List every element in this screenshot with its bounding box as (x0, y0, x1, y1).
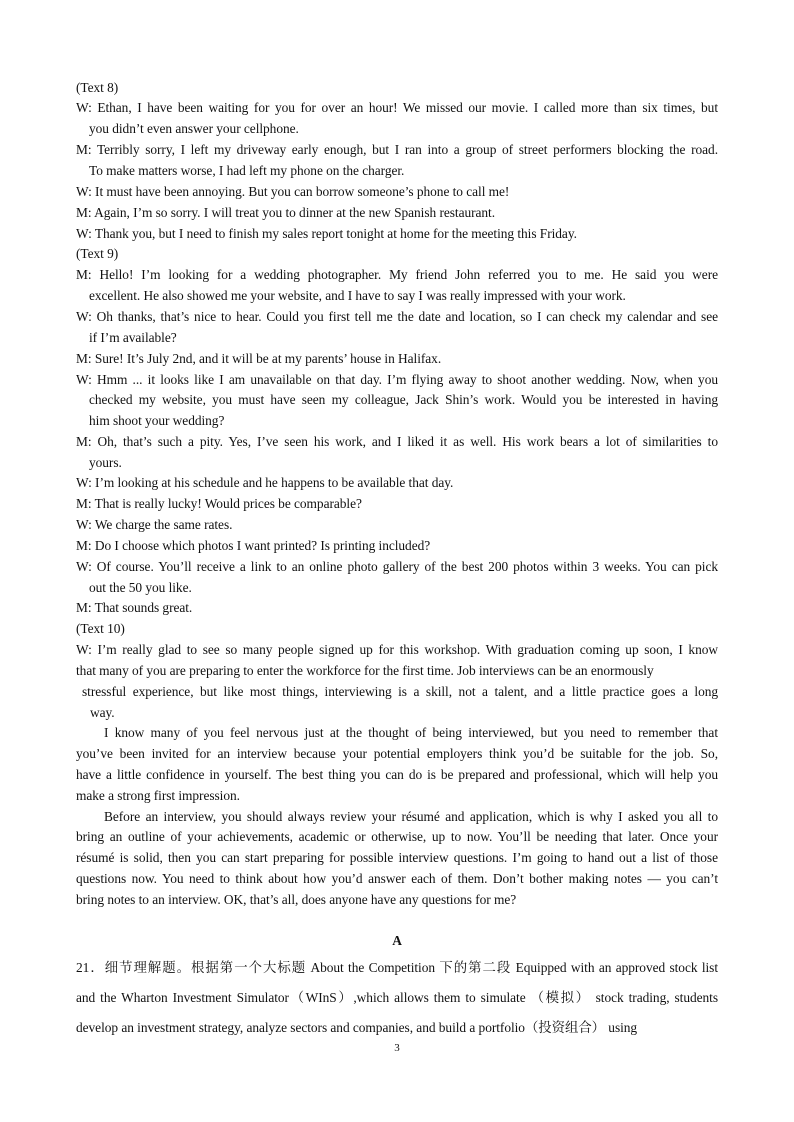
dialogue-line: W: Of course. You’ll receive a link to an online photo gallery of the best 200 photos within 3 weeks. You can pick (76, 559, 718, 574)
text10-label: (Text 10) (76, 621, 125, 636)
answer-line: and the Wharton Investment Simulator（WInS）,which allows them to simulate （模拟） stock trading, students (76, 990, 718, 1005)
monologue-line: stressful experience, but like most things, interviewing is a skill, not a talent, and a little practice goes a long (82, 684, 718, 699)
answer-line: 21．细节理解题。根据第一个大标题 About the Competition 下的第二段 Equipped with an approved stock list (76, 960, 718, 975)
dialogue-line: him shoot your wedding? (89, 413, 225, 428)
dialogue-line: you didn’t even answer your cellphone. (89, 121, 299, 136)
dialogue-line: M: Hello! I’m looking for a wedding photographer. My friend John referred you to me. He said you were (76, 267, 718, 282)
dialogue-line: yours. (89, 455, 122, 470)
dialogue-line: M: That is really lucky! Would prices be comparable? (76, 496, 362, 511)
answer-line: develop an investment strategy, analyze sectors and companies, and build a portfolio（投资组合） using (76, 1020, 638, 1035)
dialogue-line: out the 50 you like. (89, 580, 192, 595)
section-heading: A (392, 933, 402, 948)
dialogue-line: To make matters worse, I had left my phone on the charger. (89, 163, 405, 178)
dialogue-line: W: Hmm ... it looks like I am unavailable on that day. I’m flying away to shoot another wedding. Now, when you (76, 372, 718, 387)
dialogue-line: M: Again, I’m so sorry. I will treat you to dinner at the new Spanish restaurant. (76, 205, 496, 220)
text8-label: (Text 8) (76, 80, 119, 95)
monologue-line: you’ve been invited for an interview because your potential employers think you’d be suitable for the job. So, (76, 746, 718, 761)
monologue-line: bring notes to an interview. OK, that’s all, does anyone have any questions for me? (76, 892, 517, 907)
monologue-line: way. (90, 705, 115, 720)
monologue-line: résumé is solid, then you can start preparing for possible interview questions. I’m going to hand out a list of those (76, 850, 718, 865)
dialogue-line: checked my website, you must have seen my colleague, Jack Shin’s work. Would you be interested in having (89, 392, 718, 407)
dialogue-line: W: I’m looking at his schedule and he happens to be available that day. (76, 475, 454, 490)
monologue-line: W: I’m really glad to see so many people signed up for this workshop. With graduation coming up soon, I know (76, 642, 718, 657)
monologue-line: questions now. You need to think about how you’d answer each of them. Don’t bother making notes — you can’t (76, 871, 718, 886)
dialogue-line: M: Sure! It’s July 2nd, and it will be at my parents’ house in Halifax. (76, 351, 442, 366)
dialogue-line: W: Ethan, I have been waiting for you for over an hour! We missed our movie. I called more than six times, but (76, 100, 718, 115)
monologue-line: have a little confidence in yourself. The best thing you can do is be prepared and professional, which will help you (76, 767, 718, 782)
dialogue-line: W: Oh thanks, that’s nice to hear. Could you first tell me the date and location, so I can check my calendar and see (76, 309, 718, 324)
dialogue-line: M: Do I choose which photos I want printed? Is printing included? (76, 538, 431, 553)
dialogue-line: W: We charge the same rates. (76, 517, 233, 532)
monologue-line: I know many of you feel nervous just at the thought of being interviewed, but you need to remember that (104, 725, 718, 740)
text9-label: (Text 9) (76, 246, 119, 261)
dialogue-line: excellent. He also showed me your website, and I have to say I was really impressed with your work. (89, 288, 626, 303)
monologue-line: Before an interview, you should always review your résumé and application, which is why I asked you all to (104, 809, 718, 824)
monologue-line: bring an outline of your achievements, academic or otherwise, up to now. You’ll be needing that later. Once your (76, 829, 718, 844)
dialogue-line: if I’m available? (89, 330, 177, 345)
dialogue-line: M: Oh, that’s such a pity. Yes, I’ve seen his work, and I liked it as well. His work bears a lot of similarities to (76, 434, 718, 449)
page-number: 3 (394, 1042, 400, 1054)
monologue-line: make a strong first impression. (76, 788, 240, 803)
dialogue-line: W: It must have been annoying. But you can borrow someone’s phone to call me! (76, 184, 510, 199)
dialogue-line: M: Terribly sorry, I left my driveway early enough, but I ran into a group of street performers blocking the road. (76, 142, 718, 157)
monologue-line: that many of you are preparing to enter the workforce for the first time. Job interviews can be an enormously (76, 663, 654, 678)
dialogue-line: W: Thank you, but I need to finish my sales report tonight at home for the meeting this Friday. (76, 226, 577, 241)
dialogue-line: M: That sounds great. (76, 600, 193, 615)
